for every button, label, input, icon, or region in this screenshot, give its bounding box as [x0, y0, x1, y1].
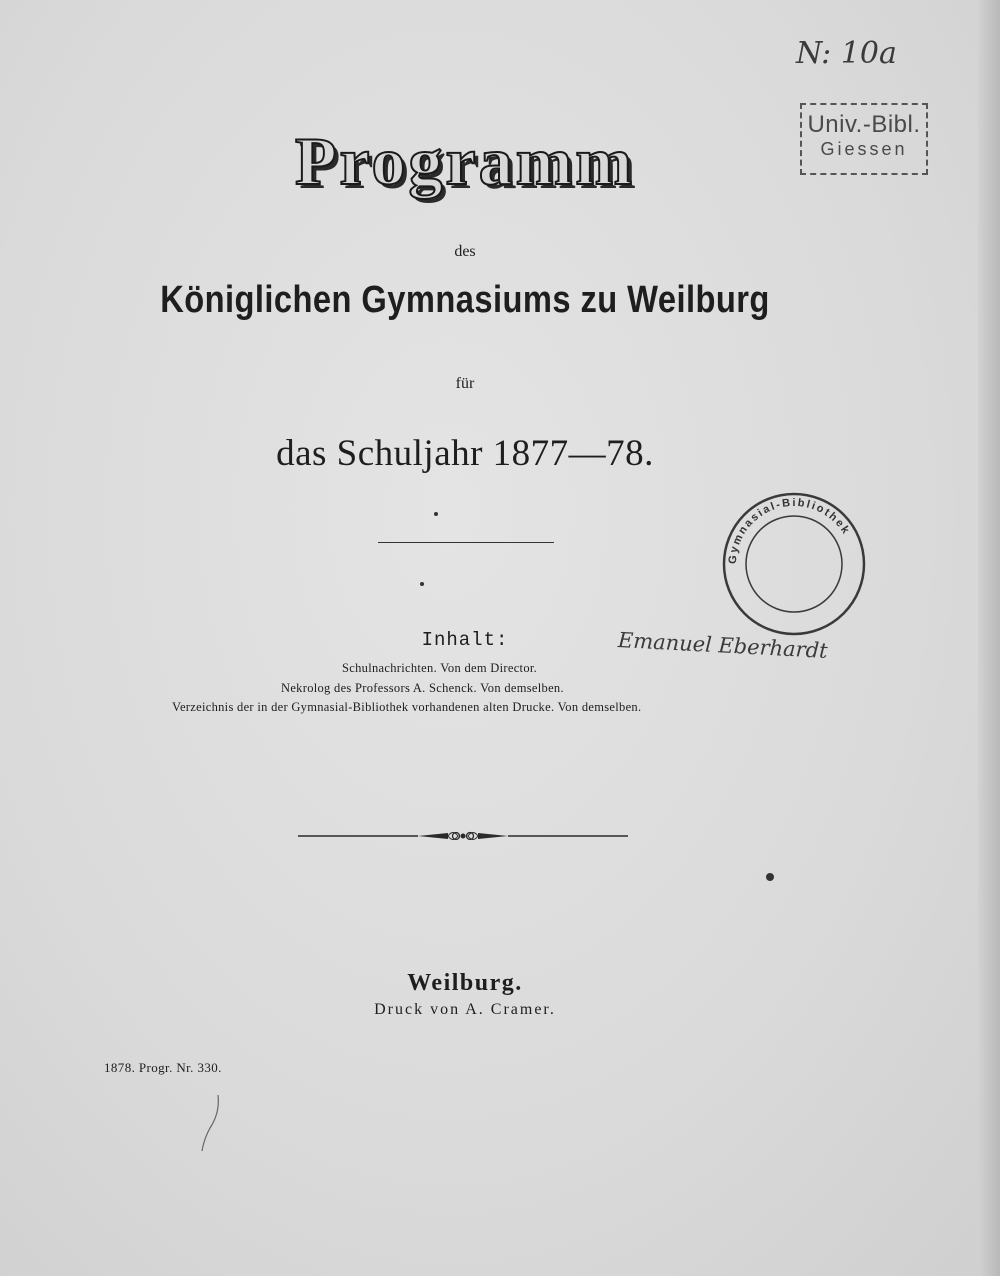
round-library-stamp	[720, 490, 868, 638]
ink-speck	[434, 512, 438, 516]
contents-heading: Inhalt:	[421, 629, 509, 651]
title-connector-fuer: für	[455, 375, 475, 392]
ornament-divider	[298, 826, 628, 846]
contents-item-3: Verzeichnis der in der Gymnasial-Bibliothek vorhandenen alten Drucke. Von demselben.	[172, 700, 642, 714]
round-stamp-text: Gymnasial-Bibliothek	[726, 496, 853, 565]
section-divider-rule	[378, 542, 554, 543]
imprint-place: Weilburg.	[407, 970, 523, 996]
school-year: das Schuljahr 1877—78.	[276, 433, 654, 474]
contents-item-2: Nekrolog des Professors A. Schenck. Von demselben.	[281, 681, 564, 695]
document-title: Programm	[295, 123, 635, 199]
handwritten-shelf-mark: N: 10a	[796, 36, 897, 71]
contents-item-1: Schulnachrichten. Von dem Director.	[342, 661, 538, 675]
pencil-mark	[200, 1093, 224, 1153]
handwritten-signature: Emanuel Eberhardt	[617, 628, 829, 663]
library-stamp-line-1: Univ.-Bibl.	[807, 111, 921, 138]
library-stamp-line-2: Giessen	[820, 139, 908, 159]
ink-speck	[420, 582, 424, 586]
program-number-note: 1878. Progr. Nr. 330.	[104, 1060, 222, 1075]
imprint-printer: Druck von A. Cramer.	[374, 1001, 556, 1018]
title-connector-des: des	[454, 243, 476, 260]
school-name: Königlichen Gymnasiums zu Weilburg	[160, 279, 770, 321]
ink-speck	[766, 873, 774, 881]
page-edge-shadow	[978, 0, 1000, 1276]
